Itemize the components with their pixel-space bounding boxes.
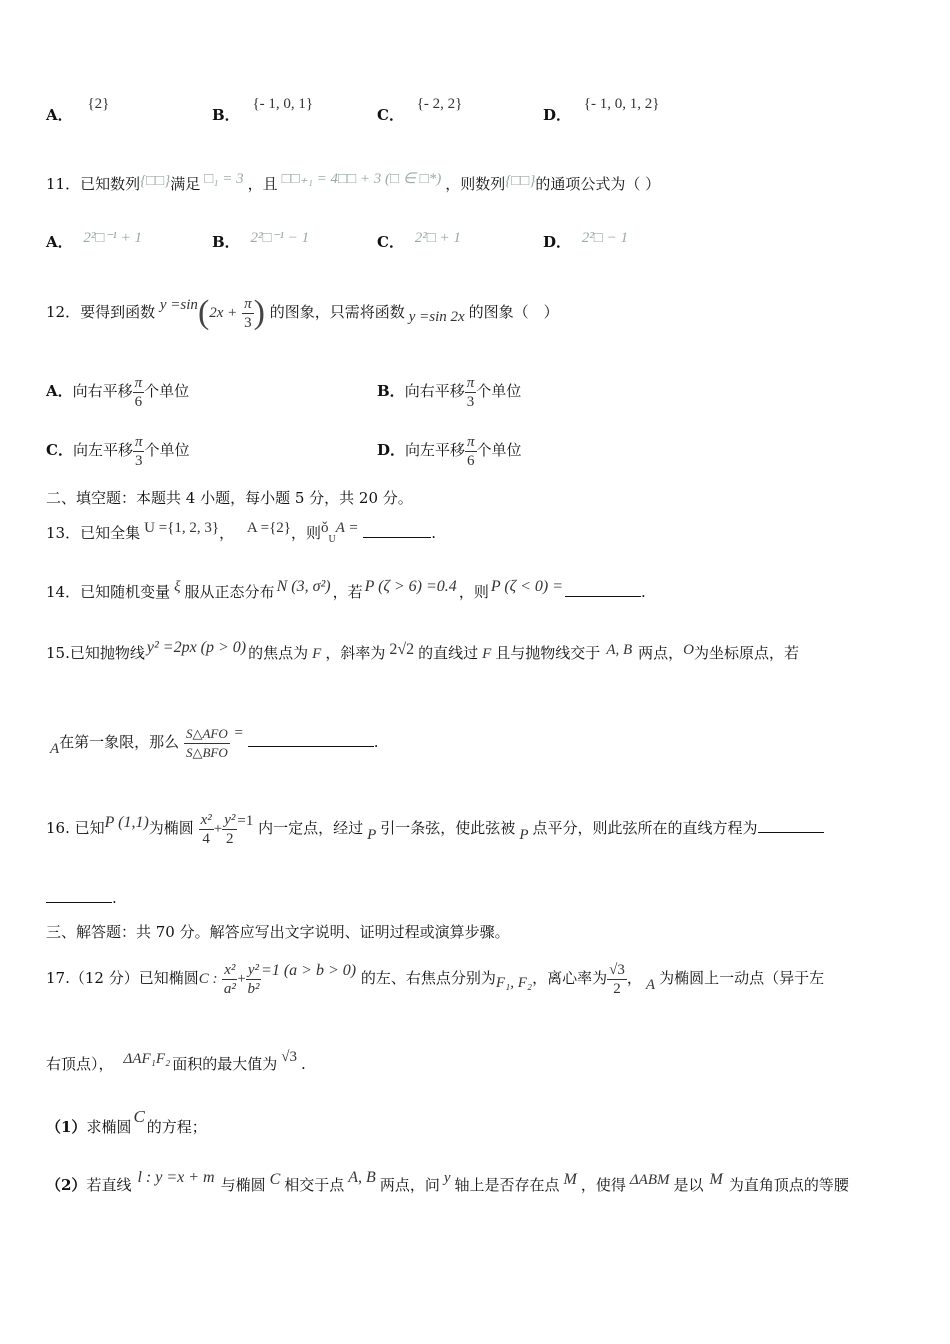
numerator: π bbox=[244, 295, 252, 312]
stem-text: 为直角顶点的等腰 bbox=[728, 1176, 849, 1194]
stem-text: 已知随机变量 bbox=[80, 583, 171, 601]
denominator: 6 bbox=[134, 393, 143, 410]
stem-text: 两点， bbox=[638, 644, 684, 662]
point-m: M bbox=[563, 1171, 577, 1188]
stem-text: ， bbox=[626, 969, 642, 987]
slope-value: 2√2 bbox=[389, 641, 415, 658]
q15-stem-line2 bbox=[46, 718, 379, 766]
point-p: P (1,1) bbox=[104, 814, 149, 831]
stem-text: 服从正态分布 bbox=[184, 583, 275, 601]
stem-text: 在第一象限，那么 bbox=[59, 733, 180, 751]
option-value: {- 2, 2} bbox=[416, 96, 463, 112]
numerator: x² bbox=[224, 961, 236, 978]
stem-text: ， bbox=[219, 524, 235, 542]
denominator: 6 bbox=[467, 452, 475, 469]
ellipse-name: C bbox=[269, 1171, 281, 1188]
stem-text: 的方程； bbox=[146, 1118, 207, 1136]
asked-probability: P (ζ < 0) = bbox=[490, 578, 564, 595]
equals: = bbox=[234, 725, 243, 741]
right-paren: ) bbox=[253, 294, 265, 331]
stem-text: 求椭圆 bbox=[86, 1118, 132, 1136]
stem-text: 已知数列 bbox=[80, 175, 141, 193]
question-number: 17. bbox=[46, 969, 70, 987]
question-number: 16. bbox=[46, 819, 75, 837]
q10-option-b bbox=[212, 96, 314, 125]
numerator: S△AFO bbox=[184, 725, 230, 744]
point-a: A bbox=[645, 977, 656, 993]
parabola-equation: y² =2px (p > 0) bbox=[146, 639, 247, 656]
ellipse-name: C bbox=[133, 1107, 145, 1126]
q12-option-a bbox=[46, 371, 189, 411]
numerator: x² bbox=[200, 811, 212, 828]
stem-text: 右顶点）， bbox=[46, 1055, 114, 1073]
q10-option-a bbox=[46, 96, 110, 125]
stem-text: 满足 bbox=[170, 175, 201, 193]
stem-text: ，离心率为 bbox=[532, 969, 608, 987]
answer-blank[interactable] bbox=[248, 724, 374, 747]
q12-option-d bbox=[377, 430, 522, 470]
subquestion-label: （1） bbox=[46, 1118, 87, 1136]
option-label: B． bbox=[212, 106, 240, 124]
stem-text: 轴上是否存在点 bbox=[454, 1176, 560, 1194]
ellipse-name: C : bbox=[198, 971, 218, 987]
option-unit: 个单位 bbox=[476, 382, 522, 400]
sequence-symbol: {□□} bbox=[505, 173, 536, 189]
stem-text: 且与抛物线交于 bbox=[495, 644, 601, 662]
stem-text: . bbox=[373, 733, 379, 751]
question-number: 13． bbox=[46, 524, 81, 542]
complement-subscript: U bbox=[328, 534, 336, 545]
option-fraction bbox=[465, 433, 477, 470]
sequence-symbol: {□□} bbox=[140, 173, 171, 189]
option-value: {2} bbox=[87, 96, 110, 112]
q17-stem-line1 bbox=[46, 950, 824, 1006]
denominator: b² bbox=[247, 980, 260, 997]
q13-stem bbox=[46, 518, 436, 555]
pi-over-3 bbox=[242, 295, 254, 332]
stem-text: ，则 bbox=[290, 524, 321, 542]
numerator: y² bbox=[224, 811, 236, 828]
option-value: 2²□⁻¹ − 1 bbox=[250, 230, 310, 246]
option-value: {- 1, 0, 1, 2} bbox=[583, 96, 660, 112]
initial-term: □₁ = 3 bbox=[204, 171, 244, 187]
section-heading-fill: 二、填空题：本题共 4 小题，每小题 5 分，共 20 分。 bbox=[46, 489, 413, 507]
q10-option-c bbox=[377, 96, 463, 125]
line-equation: l : y =x + m bbox=[137, 1169, 215, 1186]
points-ab: A, B bbox=[606, 642, 633, 658]
denominator: 4 bbox=[202, 830, 210, 847]
stem-text: 为坐标原点，若 bbox=[694, 644, 800, 662]
foci: F₁, F₂ bbox=[495, 975, 533, 991]
option-unit: 个单位 bbox=[144, 441, 190, 459]
answer-blank[interactable] bbox=[46, 888, 112, 903]
denominator: 3 bbox=[244, 314, 252, 331]
stem-text: 的图象（ ） bbox=[468, 303, 559, 321]
triangle-abm: ΔABM bbox=[629, 1172, 670, 1188]
recurrence: □□₊₁ = 4□□ + 3 (□ ∈ □*) bbox=[281, 171, 442, 187]
q10-option-d bbox=[543, 96, 660, 125]
option-fraction bbox=[133, 374, 145, 411]
stem-text: . bbox=[431, 524, 437, 542]
option-value: {- 1, 0, 1} bbox=[252, 96, 314, 112]
q16-stem bbox=[46, 804, 824, 852]
stem-text: 要得到函数 bbox=[80, 303, 156, 321]
focus-f: F bbox=[312, 646, 322, 662]
option-text: 向右平移 bbox=[72, 382, 133, 400]
question-number: 12． bbox=[46, 303, 81, 321]
subquestion-label: （2） bbox=[46, 1176, 87, 1194]
option-label: D． bbox=[543, 233, 572, 251]
option-text: 向左平移 bbox=[72, 441, 133, 459]
denominator: 3 bbox=[134, 452, 143, 469]
complement-a: A = bbox=[335, 520, 359, 536]
numerator: π bbox=[467, 433, 475, 450]
q12-option-b bbox=[377, 371, 521, 411]
point-p: P bbox=[519, 827, 529, 843]
stem-text: 两点，问 bbox=[379, 1176, 440, 1194]
numerator: π bbox=[134, 433, 143, 450]
q17-subquestion-1 bbox=[46, 1107, 207, 1144]
section-heading-answer: 三、解答题：共 70 分。解答应写出文字说明、证明过程或演算步骤。 bbox=[46, 923, 510, 941]
function-arg: 2x + bbox=[209, 305, 238, 321]
numerator: √3 bbox=[609, 961, 625, 978]
random-variable: ξ bbox=[174, 579, 181, 595]
score: （12 分） bbox=[69, 969, 139, 987]
option-fraction bbox=[133, 433, 145, 470]
triangle: ΔAF₁F₂ bbox=[123, 1051, 171, 1067]
y-fraction bbox=[222, 811, 237, 848]
q11-option-b bbox=[212, 231, 309, 252]
area-ratio bbox=[184, 725, 230, 762]
x-fraction bbox=[199, 811, 214, 848]
option-value: 2²□ − 1 bbox=[581, 230, 628, 246]
equals-one: =1 bbox=[237, 813, 254, 829]
stem-text: ，则 bbox=[458, 583, 489, 601]
plus: + bbox=[237, 971, 246, 987]
option-value: 2²□ + 1 bbox=[414, 230, 461, 246]
option-label: D． bbox=[543, 106, 572, 124]
denominator: S△BFO bbox=[185, 744, 228, 760]
stem-text: ，则数列 bbox=[445, 175, 506, 193]
option-text: 向右平移 bbox=[404, 382, 465, 400]
option-value: 2²□⁻¹ + 1 bbox=[83, 230, 143, 246]
stem-text: ，斜率为 bbox=[325, 644, 386, 662]
stem-text: 为椭圆 bbox=[148, 819, 194, 837]
q17-stem-line2 bbox=[46, 1044, 306, 1084]
denominator: 2 bbox=[613, 980, 621, 997]
option-label: C． bbox=[46, 441, 73, 459]
stem-text: 的直线过 bbox=[418, 644, 479, 662]
origin-o: O bbox=[683, 642, 694, 658]
stem-text: ，使得 bbox=[580, 1176, 626, 1194]
stem-text: 点平分，则此弦所在的直线方程为 bbox=[532, 819, 758, 837]
question-number: 14． bbox=[46, 583, 81, 601]
option-unit: 个单位 bbox=[476, 441, 522, 459]
question-number: 15. bbox=[46, 644, 70, 662]
option-label: B． bbox=[212, 233, 240, 251]
max-area: √3 bbox=[281, 1049, 297, 1065]
complement-symbol: ǒ bbox=[321, 520, 329, 536]
stem-text: 已知全集 bbox=[80, 524, 141, 542]
stem-text: 与椭圆 bbox=[220, 1176, 266, 1194]
set-a: A ={2} bbox=[246, 520, 291, 536]
stem-text: 是以 bbox=[673, 1176, 704, 1194]
stem-text: . bbox=[641, 583, 646, 601]
stem-text: ，若 bbox=[332, 583, 363, 601]
y-axis: y bbox=[443, 1170, 451, 1186]
stem-text: 面积的最大值为 bbox=[172, 1055, 278, 1073]
denominator: 3 bbox=[466, 393, 475, 410]
numerator: y² bbox=[247, 961, 260, 978]
stem-text: . bbox=[301, 1055, 306, 1073]
option-fraction bbox=[465, 374, 477, 411]
q12-stem bbox=[46, 290, 559, 334]
stem-text: 的图象，只需将函数 bbox=[269, 303, 405, 321]
q11-option-c bbox=[377, 231, 461, 252]
plus: + bbox=[213, 821, 223, 837]
stem-text: 已知椭圆 bbox=[138, 969, 199, 987]
option-label: C． bbox=[377, 106, 404, 124]
universal-set: U ={1, 2, 3} bbox=[144, 520, 220, 536]
question-number: 11． bbox=[46, 175, 81, 193]
q12-option-c bbox=[46, 430, 190, 470]
denominator: a² bbox=[223, 980, 236, 997]
option-label: A． bbox=[46, 233, 73, 251]
eccentricity bbox=[607, 961, 627, 998]
left-paren: ( bbox=[197, 294, 210, 331]
q11-option-a bbox=[46, 231, 142, 252]
stem-text: . bbox=[112, 889, 117, 907]
stem-text: 为椭圆上一动点（异于左 bbox=[659, 969, 825, 987]
stem-text: 的焦点为 bbox=[248, 644, 309, 662]
stem-text: 已知 bbox=[74, 819, 105, 837]
q11-option-d bbox=[543, 231, 628, 252]
q15-stem-line1 bbox=[46, 636, 799, 671]
stem-text: ，且 bbox=[247, 175, 278, 193]
point-a: A bbox=[50, 741, 60, 757]
option-label: A． bbox=[46, 106, 73, 124]
numerator: π bbox=[134, 374, 143, 391]
points-ab: A, B bbox=[348, 1169, 376, 1186]
numerator: π bbox=[466, 374, 475, 391]
point-p: P bbox=[367, 827, 377, 843]
stem-text: 的左、右焦点分别为 bbox=[360, 969, 496, 987]
answer-blank[interactable] bbox=[363, 523, 431, 538]
q11-stem bbox=[46, 173, 660, 194]
x-fraction bbox=[222, 961, 237, 998]
point-m: M bbox=[709, 1171, 723, 1188]
denominator: 2 bbox=[226, 830, 234, 847]
given-probability: P (ζ > 6) =0.4 bbox=[364, 578, 457, 595]
focus-f: F bbox=[482, 646, 492, 662]
stem-text: 的通项公式为（ ） bbox=[535, 175, 661, 193]
q14-stem bbox=[46, 575, 646, 610]
ellipse-rhs: =1 (a > b > 0) bbox=[261, 962, 357, 979]
answer-blank[interactable] bbox=[758, 818, 824, 833]
option-text: 向左平移 bbox=[405, 441, 466, 459]
stem-text: 若直线 bbox=[86, 1176, 132, 1194]
q16-continuation bbox=[46, 888, 117, 907]
option-unit: 个单位 bbox=[144, 382, 190, 400]
distribution: N (3, σ²) bbox=[276, 578, 331, 595]
option-label: C． bbox=[377, 233, 404, 251]
y-fraction bbox=[246, 961, 261, 998]
stem-text: 内一定点，经过 bbox=[258, 819, 364, 837]
option-label: B． bbox=[377, 382, 405, 400]
stem-text: 引一条弦，使此弦被 bbox=[380, 819, 516, 837]
q17-subquestion-2 bbox=[46, 1168, 849, 1203]
answer-blank[interactable] bbox=[565, 582, 641, 597]
stem-text: 相交于点 bbox=[284, 1176, 345, 1194]
option-label: A． bbox=[46, 382, 73, 400]
stem-text: 已知抛物线 bbox=[69, 644, 145, 662]
function-lhs: y =sin bbox=[159, 297, 198, 313]
function-2: y =sin 2x bbox=[408, 309, 465, 325]
option-label: D． bbox=[377, 441, 406, 459]
